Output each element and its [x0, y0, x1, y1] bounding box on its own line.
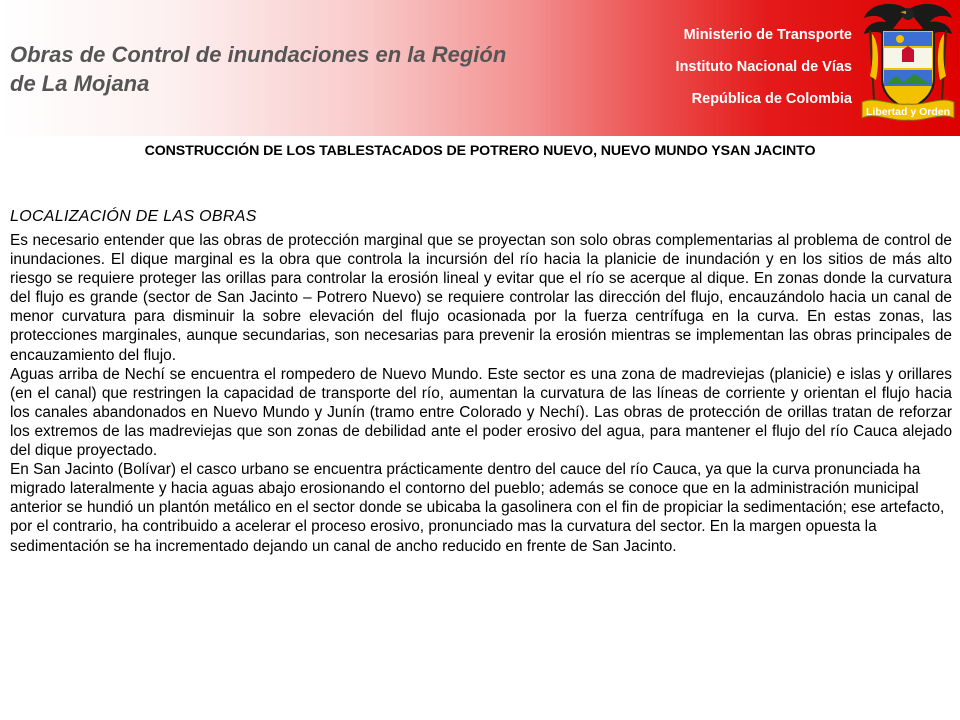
- crest-motto: Libertad y Orden: [865, 106, 951, 118]
- section-heading: LOCALIZACIÓN DE LAS OBRAS: [10, 208, 257, 225]
- header-banner: [0, 0, 960, 136]
- institute-line: Instituto Nacional de Vías: [675, 59, 852, 75]
- paragraph: En San Jacinto (Bolívar) el casco urbano se encuentra prácticamente dentro del cauce del río Cauca, ya que la curva pronunciada ha migrado lateralmente y hacia aguas abajo erosionando el contorno del pueblo; además se conoce que en la administración municipal anterior se hundió un plantón metálico en el sector donde se ubicaba la gasolinera con el fin de propiciar la sedimentación; ese artefacto, por el contrario, ha contribuido a acelerar el proceso erosivo, pronunciado mas la curvatura del sector. En la margen opuesta la sedimentación se ha incrementado dejando un canal de ancho reducido en frente de San Jacinto.: [10, 461, 945, 555]
- paragraph: Aguas arriba de Nechí se encuentra el rompedero de Nuevo Mundo. Este sector es una zona de madreviejas (planicie) e islas y orillares (en el canal) que restringen la capacidad de transporte del río, aumentan la curvatura de las líneas de corriente y orientan el flujo hacia los canales abandonados en Nuevo Mundo y Junín (tramo entre Colorado y Nechí). Las obras de protección de orillas tratan de reforzar los extremos de las madreviejas que son zonas de debilidad ante el poder erosivo del agua, para mantener el flujo del río Cauca alejado del dique proyectado.: [10, 365, 952, 460]
- republic-line: República de Colombia: [691, 91, 852, 107]
- slide-subtitle: CONSTRUCCIÓN DE LOS TABLESTACADOS DE POTRERO NUEVO, NUEVO MUNDO YSAN JACINTO: [144, 143, 816, 159]
- deck-title: Obras de Control de inundaciones en la Región de La Mojana: [10, 42, 507, 96]
- paragraph: Es necesario entender que las obras de protección marginal que se proyectan son solo obras complementarias al problema de control de inundaciones. El dique marginal es la obra que controla la incursión del río hacia la planicie de inundación y en los sitios de más alto riesgo se requiere proteger las orillas para controlar la erosión lineal y evitar que el río se acerque al dique. En zonas donde la curvatura del flujo es grande (sector de San Jacinto – Potrero Nuevo) se requiere controlar las dirección del flujo, encauzándolo hacia un canal de menor curvatura para disminuir la sobre elevación del flujo ocasionada por la fuerza centrífuga en la curva. En estas zonas, las protecciones marginales, aunque secundarias, son necesarias para prevenir la erosión mientras se implementan las obras principales de encauzamiento del flujo.: [10, 232, 952, 364]
- ministry-block: [592, 26, 852, 122]
- body-text: [10, 231, 952, 556]
- coat-of-arms-icon: [856, 0, 960, 136]
- ministry-line: Ministerio de Transporte: [683, 27, 852, 43]
